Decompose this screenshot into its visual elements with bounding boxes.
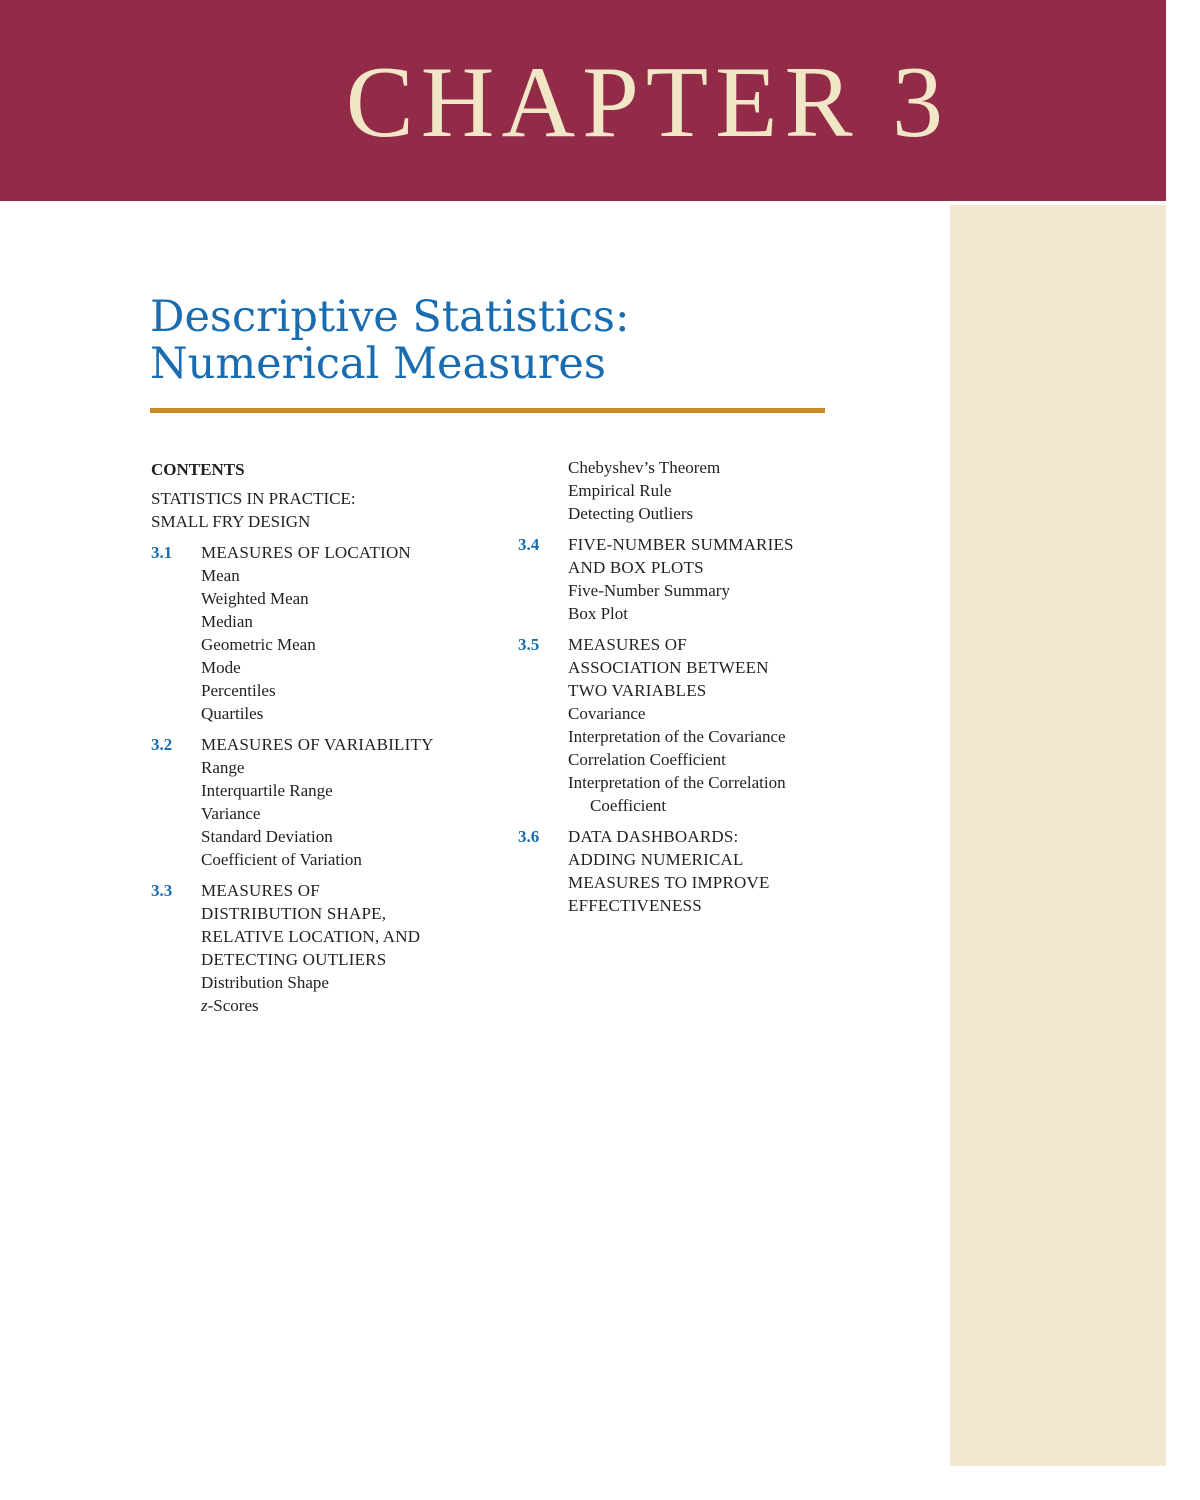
section-number: 3.4 bbox=[518, 535, 540, 554]
contents-column-right bbox=[518, 456, 848, 917]
topic-item: Mode bbox=[201, 658, 241, 677]
topic-item: Covariance bbox=[568, 704, 646, 723]
topic-item: Mean bbox=[201, 566, 240, 585]
section-number: 3.5 bbox=[518, 635, 540, 654]
chapter-title-line-2: Numerical Measures bbox=[150, 339, 606, 389]
section-body bbox=[568, 633, 848, 817]
topic-item: Interquartile Range bbox=[201, 781, 333, 800]
section-3-1 bbox=[151, 541, 491, 725]
section-title: EFFECTIVENESS bbox=[568, 896, 702, 915]
section-body bbox=[201, 733, 491, 871]
section-title: TWO VARIABLES bbox=[568, 681, 707, 700]
section-title: MEASURES TO IMPROVE bbox=[568, 873, 770, 892]
side-decorative-strip bbox=[950, 205, 1166, 1466]
section-title: ASSOCIATION BETWEEN bbox=[568, 658, 769, 677]
topic-item-continuation: Coefficient bbox=[590, 796, 667, 815]
section-body bbox=[201, 879, 491, 1017]
section-number: 3.2 bbox=[151, 735, 173, 754]
section-title: AND BOX PLOTS bbox=[568, 558, 704, 577]
section-body bbox=[201, 541, 491, 725]
section-title: DETECTING OUTLIERS bbox=[201, 950, 387, 969]
contents-heading: CONTENTS bbox=[151, 460, 245, 479]
title-divider-rule bbox=[150, 408, 825, 413]
section-3-5 bbox=[518, 633, 848, 817]
statistics-in-practice-line-2: SMALL FRY DESIGN bbox=[151, 512, 311, 531]
section-number: 3.3 bbox=[151, 881, 173, 900]
topic-item: Range bbox=[201, 758, 245, 777]
topic-item: Percentiles bbox=[201, 681, 276, 700]
section-title: MEASURES OF VARIABILITY bbox=[201, 735, 434, 754]
section-title: ADDING NUMERICAL bbox=[568, 850, 744, 869]
topic-item: Detecting Outliers bbox=[568, 504, 694, 523]
topic-item: Coefficient of Variation bbox=[201, 850, 362, 869]
statistics-in-practice-line-1: STATISTICS IN PRACTICE: bbox=[151, 489, 356, 508]
section-title: FIVE-NUMBER SUMMARIES bbox=[568, 535, 794, 554]
topic-item: Distribution Shape bbox=[201, 973, 329, 992]
section-3-6 bbox=[518, 825, 848, 917]
section-3-2 bbox=[151, 733, 491, 871]
chapter-title-line-1: Descriptive Statistics: bbox=[150, 292, 630, 342]
topic-item-z-scores bbox=[201, 994, 491, 1017]
topic-item: Chebyshev’s Theorem bbox=[568, 458, 721, 477]
topic-item: Quartiles bbox=[201, 704, 264, 723]
topic-item: Interpretation of the Covariance bbox=[568, 727, 786, 746]
section-title: RELATIVE LOCATION, AND bbox=[201, 927, 421, 946]
topic-item: Box Plot bbox=[568, 604, 628, 623]
contents-column-left bbox=[151, 456, 491, 1017]
z-letter: z bbox=[201, 996, 208, 1015]
section-title: MEASURES OF bbox=[201, 881, 320, 900]
section-body bbox=[568, 825, 848, 917]
chapter-title bbox=[150, 294, 630, 388]
section-title: MEASURES OF bbox=[568, 635, 687, 654]
section-3-4 bbox=[518, 533, 848, 625]
section-title: MEASURES OF LOCATION bbox=[201, 543, 411, 562]
section-title: DATA DASHBOARDS: bbox=[568, 827, 739, 846]
topic-item: Interpretation of the Correlation bbox=[568, 773, 786, 792]
section-body bbox=[568, 533, 848, 625]
topic-item: Five-Number Summary bbox=[568, 581, 730, 600]
scores-suffix: -Scores bbox=[207, 996, 259, 1015]
topic-item: Variance bbox=[201, 804, 261, 823]
chapter-label: CHAPTER 3 bbox=[345, 46, 950, 159]
topic-item: Median bbox=[201, 612, 253, 631]
topic-item: Empirical Rule bbox=[568, 481, 672, 500]
topic-item: Geometric Mean bbox=[201, 635, 316, 654]
section-title: DISTRIBUTION SHAPE, bbox=[201, 904, 387, 923]
chapter-banner bbox=[0, 0, 1166, 201]
topic-item: Standard Deviation bbox=[201, 827, 333, 846]
topic-item: Correlation Coefficient bbox=[568, 750, 726, 769]
section-number: 3.6 bbox=[518, 827, 540, 846]
section-number: 3.1 bbox=[151, 543, 173, 562]
section-3-3 bbox=[151, 879, 491, 1017]
topic-item: Weighted Mean bbox=[201, 589, 309, 608]
